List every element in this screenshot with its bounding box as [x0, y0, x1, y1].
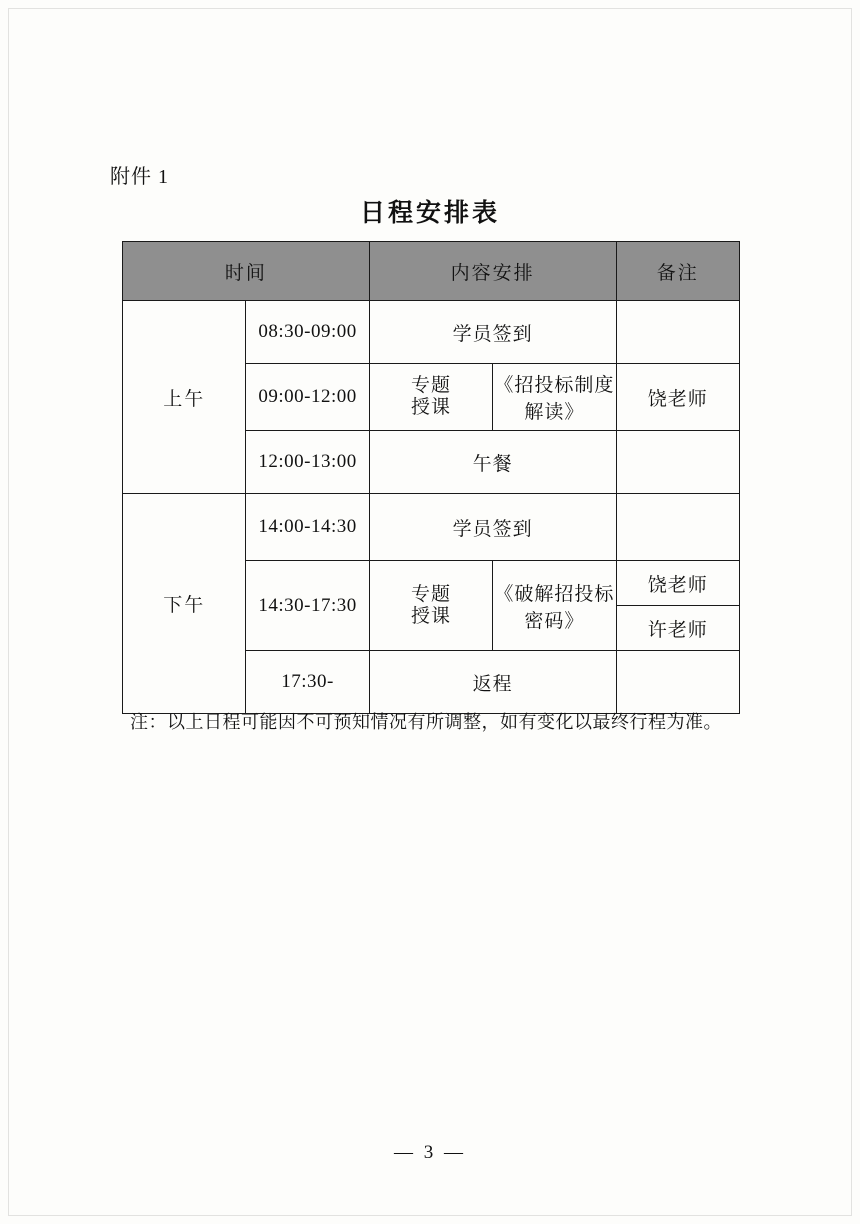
time-cell: 17:30-	[246, 651, 369, 714]
remark-cell: 饶老师	[616, 364, 739, 431]
table-row	[123, 494, 740, 561]
time-cell: 14:30-17:30	[246, 561, 369, 651]
schedule-table	[122, 241, 740, 714]
kind-line-1: 专题	[410, 375, 451, 397]
header-content: 内容安排	[369, 242, 616, 301]
period-morning: 上午	[123, 301, 246, 494]
kind-cell	[369, 561, 492, 651]
content-cell: 学员签到	[369, 494, 616, 561]
table-note: 注：以上日程可能因不可预知情况有所调整，如有变化以最终行程为准。	[130, 712, 722, 732]
time-cell: 08:30-09:00	[246, 301, 369, 364]
header-remark: 备注	[616, 242, 739, 301]
time-cell: 09:00-12:00	[246, 364, 369, 431]
page-number: — 3 —	[394, 1142, 466, 1163]
content-cell: 《破解招投标密码》	[493, 561, 616, 651]
remark-cell-2: 许老师	[616, 606, 739, 651]
content-cell: 午餐	[369, 431, 616, 494]
time-cell: 12:00-13:00	[246, 431, 369, 494]
attachment-label: 附件 1	[110, 166, 169, 188]
content-cell: 《招投标制度解读》	[493, 364, 616, 431]
time-cell: 14:00-14:30	[246, 494, 369, 561]
remark-cell-1: 饶老师	[616, 561, 739, 606]
content-cell: 学员签到	[369, 301, 616, 364]
page-title: 日程安排表	[359, 200, 500, 227]
remark-cell	[616, 494, 739, 561]
schedule-table-wrapper	[122, 241, 740, 714]
table-row	[123, 301, 740, 364]
remark-cell	[616, 431, 739, 494]
kind-line-2: 授课	[410, 605, 451, 627]
kind-line-1: 专题	[410, 583, 451, 605]
remark-cell	[616, 651, 739, 714]
table-header-row	[123, 242, 740, 301]
header-time: 时间	[123, 242, 370, 301]
content-cell: 返程	[369, 651, 616, 714]
remark-cell	[616, 301, 739, 364]
table-body	[123, 301, 740, 714]
period-afternoon: 下午	[123, 494, 246, 714]
table-head	[123, 242, 740, 301]
kind-cell	[369, 364, 492, 431]
kind-line-2: 授课	[410, 397, 451, 418]
